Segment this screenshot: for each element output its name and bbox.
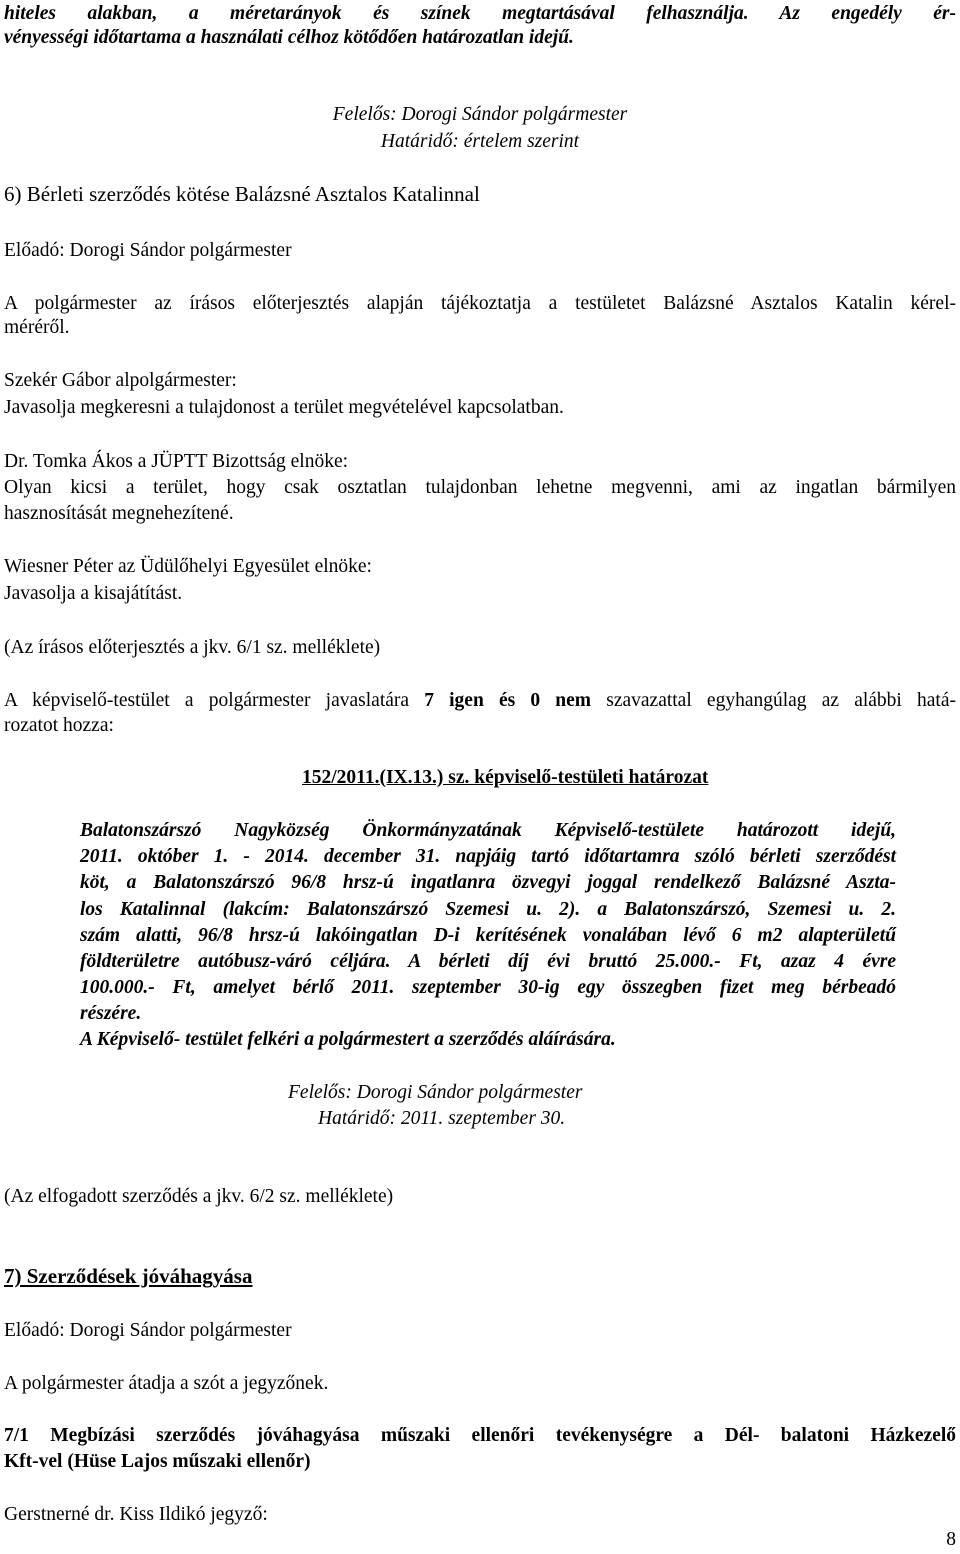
section-6-presenter: Előadó: Dorogi Sándor polgármester: [4, 240, 292, 261]
resolution-line-7: 100.000.- Ft, amelyet bérlő 2011. szeptember 30-ig egy összegben fizet meg bérbeadó: [80, 977, 896, 998]
speaker-wiesner-text: Javasolja a kisajátítást.: [4, 583, 183, 604]
resolution-line-3: köt, a Balatonszárszó 96/8 hrsz-ú ingatlanra özvegyi joggal rendelkező Balázsné Aszta-: [80, 872, 896, 893]
annex-note-1: (Az írásos előterjesztés a jkv. 6/1 sz. melléklete): [4, 637, 381, 658]
resolution-line-5: szám alatti, 96/8 hrsz-ú lakóingatlan D-i kerítésének vonalában lévő 6 m2 alapterületű: [80, 925, 896, 946]
resolution-number: 152/2011.(IX.13.) sz. képviselő-testületi határozat: [302, 767, 709, 788]
vote-count: 7 igen és 0 nem: [424, 690, 592, 711]
resolution-line-1: Balatonszárszó Nagyközség Önkormányzatának Képviselő-testülete határozott idejű,: [80, 820, 896, 841]
resolution-line-2: 2011. október 1. - 2014. december 31. napjáig tartó időtartamra szóló bérleti szerződést: [80, 846, 896, 867]
vote-line-2: rozatot hozza:: [4, 715, 114, 736]
vote-pre: A képviselő-testület a polgármester javaslatára: [4, 690, 425, 711]
subsection-7-1-line-2: Kft-vel (Hüse Lajos műszaki ellenőr): [4, 1451, 311, 1472]
page-number: 8: [946, 1529, 956, 1550]
deadline-1: Határidő: értelem szerint: [380, 131, 580, 152]
section-6-intro-1: A polgármester az írásos előterjesztés alapján tájékoztatja a testületet Balázsné Asztalos Katalin kérel-: [4, 293, 956, 314]
top-text-line-2: vényességi időtartama a használati célhoz kötődően határozatlan idejű.: [4, 27, 574, 48]
section-7-presenter: Előadó: Dorogi Sándor polgármester: [4, 1320, 292, 1341]
top-text-line-1: hiteles alakban, a méretarányok és színek megtartásával felhasználja. Az engedély ér-: [4, 3, 956, 24]
resolution-line-8: részére.: [80, 1003, 142, 1024]
speaker-gerstnerne: Gerstnerné dr. Kiss Ildikó jegyző:: [4, 1504, 268, 1525]
responsible-2: Felelős: Dorogi Sándor polgármester: [288, 1082, 583, 1103]
vote-line-1: [4, 689, 956, 712]
subsection-7-1-line-1: 7/1 Megbízási szerződés jóváhagyása műszaki ellenőri tevékenységre a Dél- balatoni Házkezelő: [4, 1425, 956, 1446]
speaker-tomka-text-1: Olyan kicsi a terület, hogy csak osztatlan tulajdonban lehetne megvenni, ami az ingatlan bármilyen: [4, 477, 956, 498]
annex-note-2: (Az elfogadott szerződés a jkv. 6/2 sz. melléklete): [4, 1186, 394, 1207]
resolution-line-6: földterületre autóbusz-váró céljára. A bérleti díj évi bruttó 25.000.- Ft, azaz 4 évre: [80, 951, 896, 972]
speaker-szeker-text: Javasolja megkeresni a tulajdonost a terület megvételével kapcsolatban.: [4, 397, 564, 418]
speaker-szeker: Szekér Gábor alpolgármester:: [4, 370, 237, 391]
section-7-title-text: 7) Szerződések jóváhagyása: [4, 1264, 253, 1288]
speaker-tomka-text-2: hasznosítását megnehezítené.: [4, 503, 234, 524]
section-6-intro-2: méréről.: [4, 317, 70, 338]
section-6-title: 6) Bérleti szerződés kötése Balázsné Asztalos Katalinnal: [4, 182, 480, 206]
speaker-tomka: Dr. Tomka Ákos a JÜPTT Bizottság elnöke:: [4, 451, 349, 472]
section-7-title: [4, 1265, 252, 1288]
section-7-intro: A polgármester átadja a szót a jegyzőnek.: [4, 1373, 329, 1394]
responsible-1: Felelős: Dorogi Sándor polgármester: [332, 104, 628, 125]
deadline-2: Határidő: 2011. szeptember 30.: [318, 1108, 566, 1129]
resolution-line-9: A Képviselő- testület felkéri a polgármestert a szerződés aláírására.: [80, 1029, 616, 1050]
resolution-line-4: los Katalinnal (lakcím: Balatonszárszó Szemesi u. 2). a Balatonszárszó, Szemesi u. 2.: [80, 899, 896, 920]
speaker-wiesner: Wiesner Péter az Üdülőhelyi Egyesület elnöke:: [4, 556, 372, 577]
vote-post: szavazattal egyhangúlag az alábbi hatá-: [591, 690, 956, 711]
